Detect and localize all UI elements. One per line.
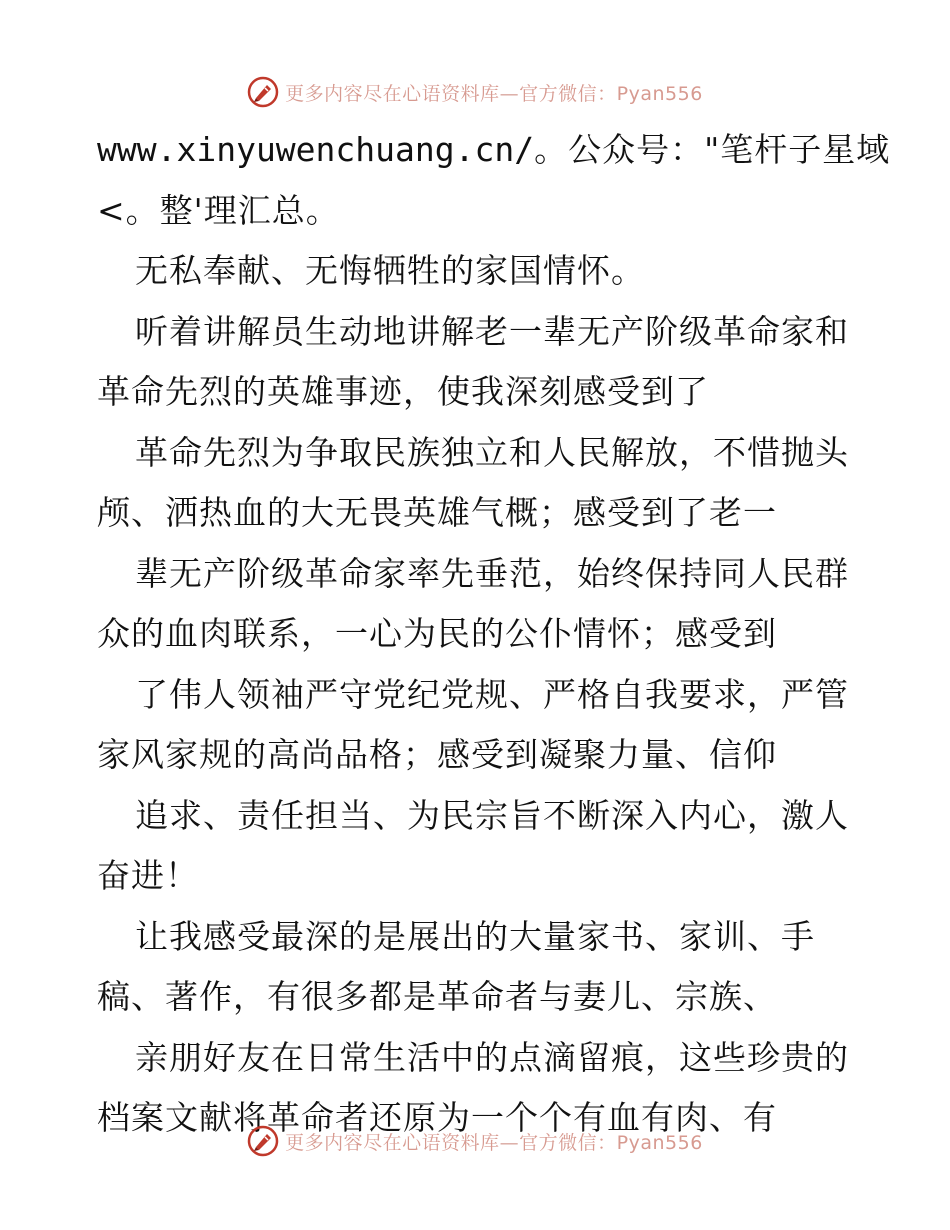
header-text [285,79,703,106]
body-line: 颅、洒热血的大无畏英雄气概；感受到了老一 [97,493,777,532]
pen-nib-logo-icon [247,1125,279,1157]
body-line: 革命先烈的英雄事迹，使我深刻感受到了 [97,372,709,411]
website-url: www.xinyuwenchuang.cn/ [97,130,535,169]
footer-official-text: 官方微信：Pyan556 [519,1131,703,1154]
footer-banner [0,1119,950,1163]
header-official-text: 官方微信：Pyan556 [519,82,703,105]
body-line: 无私奉献、无悔牺牲的家国情怀。 [135,251,645,290]
footer-separator: — [499,1131,520,1154]
body-line: 奋进！ [97,856,199,895]
body-line: 亲朋好友在日常生活中的点滴留痕，这些珍贵的 [135,1037,849,1077]
body-line: 了伟人领袖严守党纪党规、严格自我要求，严管 [135,674,849,714]
body-line [97,120,891,181]
pen-nib-logo-icon [247,76,279,108]
body-line: 让我感受最深的是展出的大量家书、家训、手 [135,916,815,956]
document-body [97,120,891,1149]
header-brand-text: 更多内容尽在心语资料库 [285,82,500,105]
body-line-text: 。公众号："笔杆子星域 [534,130,891,169]
body-line: 辈无产阶级革命家率先垂范，始终保持同人民群 [135,553,849,593]
body-line: 听着讲解员生动地讲解老一辈无产阶级革命家和 [135,311,849,351]
body-line: 革命先烈为争取民族独立和人民解放，不惜抛头 [135,432,849,472]
body-line: 档案文献将革命者还原为一个个有血有肉、有 [97,1098,777,1137]
body-line: 家风家规的高尚品格；感受到凝聚力量、信仰 [97,735,777,774]
body-line: 众的血肉联系，一心为民的公仆情怀；感受到 [97,614,777,653]
body-line: 稿、著作，有很多都是革命者与妻儿、宗族、 [97,977,777,1016]
footer-text [285,1128,703,1155]
header-separator: — [499,82,520,105]
body-line: <。整'理汇总。 [97,190,340,230]
footer-brand-text: 更多内容尽在心语资料库 [285,1131,500,1154]
body-line: 追求、责任担当、为民宗旨不断深入内心，激人 [135,795,849,835]
header-banner [0,70,950,114]
